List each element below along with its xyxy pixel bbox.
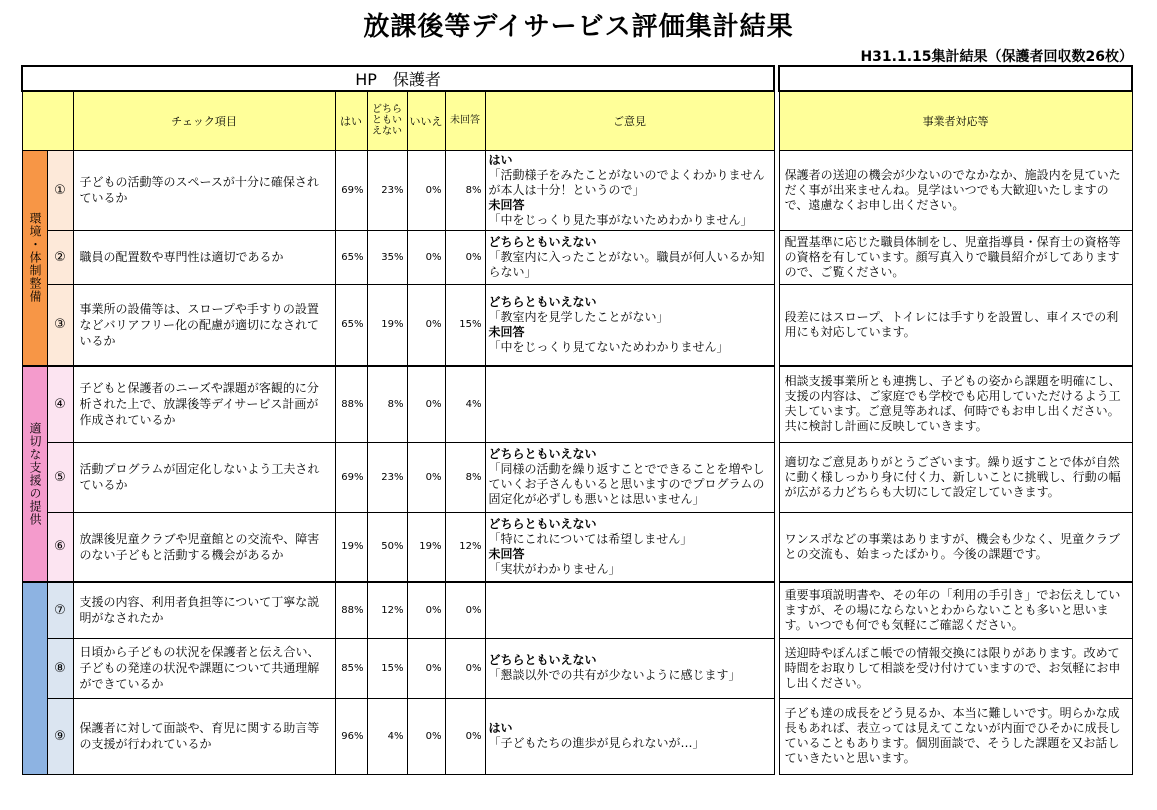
- opinion-text: 「特にこれについては希望しません」: [488, 531, 693, 546]
- table-row: [22, 230, 1132, 284]
- pct-yes: 88%: [335, 366, 367, 442]
- pct-yes: 19%: [335, 512, 367, 582]
- opinion-text: 「中をじっくり見た事がないためわかりません」: [488, 212, 753, 227]
- pct-no: 0%: [407, 638, 445, 698]
- check-item-text: 職員の配置数や専門性は適切であるか: [73, 230, 335, 284]
- pct-unanswered: 0%: [445, 582, 485, 638]
- section-label: [22, 582, 47, 774]
- opinion-label: どちらともいえない: [488, 234, 597, 249]
- response-text: 送迎時やぽんぽこ帳での情報交換には限りがあります。改めて時間をお取りして相談を受け付けていますので、お気軽にお申し出ください。: [779, 638, 1132, 698]
- response-text: 相談支援事業所とも連携し、子どもの姿から課題を明確にし、支援の内容は、ご家庭でも学校でも応用していただけるよう工夫しています。ご意見等あれば、何時でもお申し出ください。共に検討し計画に反映していきます。: [779, 366, 1132, 442]
- table-row: [22, 698, 1132, 774]
- response-text: 段差にはスロープ、トイレには手すりを設置し、車イスでの利用にも対応しています。: [779, 284, 1132, 366]
- pct-no: 0%: [407, 366, 445, 442]
- opinion-text: 「活動様子をみたことがないのでよくわかりませんが本人は十分！というので」: [488, 167, 765, 197]
- pct-unanswered: 15%: [445, 284, 485, 366]
- pct-yes: 69%: [335, 150, 367, 230]
- table-row: [22, 582, 1132, 638]
- opinion-text: 「教室内を見学したことがない」: [488, 309, 669, 324]
- header-opinion: ご意見: [485, 91, 774, 150]
- opinion-label: 未回答: [488, 197, 525, 212]
- item-number: ⑤: [47, 442, 73, 512]
- table-row: [22, 638, 1132, 698]
- opinion-label: どちらともいえない: [488, 653, 597, 667]
- page-title: 放課後等デイサービス評価集計結果: [363, 12, 794, 42]
- check-item-text: 子どもと保護者のニーズや課題が客観的に分析された上で、放課後等デイサービス計画が作成されているか: [73, 366, 335, 442]
- header-yes: はい: [335, 91, 367, 150]
- header-neither: どちらともいえない: [367, 91, 407, 150]
- item-number: ④: [47, 366, 73, 442]
- pct-neither: 50%: [367, 512, 407, 582]
- opinion-label: 未回答: [488, 546, 525, 561]
- survey-summary: H31.1.15集計結果（保護者回収数26枚）: [860, 49, 1133, 65]
- item-number: ⑧: [47, 638, 73, 698]
- check-item-text: 支援の内容、利用者負担等について丁寧な説明がなされたか: [73, 582, 335, 638]
- pct-no: 0%: [407, 582, 445, 638]
- pct-no: 19%: [407, 512, 445, 582]
- opinion-label: はい: [488, 152, 513, 167]
- pct-neither: 23%: [367, 150, 407, 230]
- opinion-text: 「中をじっくり見てないためわかりません」: [488, 339, 729, 354]
- table-row: [22, 284, 1132, 366]
- evaluation-table: [21, 65, 1133, 775]
- check-item-text: 事業所の設備等は、スロープや手すりの設置などバリアフリー化の配慮が適切になされているか: [73, 284, 335, 366]
- table-row: [22, 150, 1132, 230]
- opinion-label: どちらともいえない: [488, 447, 597, 461]
- item-number: ①: [47, 150, 73, 230]
- opinion-text: 「教室内に入ったことがない。職員が何人いるか知らない」: [488, 249, 765, 279]
- item-number: ③: [47, 284, 73, 366]
- pct-no: 0%: [407, 230, 445, 284]
- table-row: [22, 442, 1132, 512]
- pct-neither: 4%: [367, 698, 407, 774]
- item-number: ②: [47, 230, 73, 284]
- response-text: 子ども達の成長をどう見るか、本当に難しいです。明らかな成長もあれば、表立っては見えてこないが内面でひそかに成長していることもあります。個別面談で、そうした課題を又お話していきたいと思います。: [779, 698, 1132, 774]
- check-item-text: 日頃から子どもの状況を保護者と伝え合い、子どもの発達の状況や課題について共通理解ができているか: [73, 638, 335, 698]
- pct-no: 0%: [407, 284, 445, 366]
- pct-unanswered: 4%: [445, 366, 485, 442]
- header-blank: [22, 91, 73, 150]
- check-item-text: 放課後児童クラブや児童館との交流や、障害のない子どもと活動する機会があるか: [73, 512, 335, 582]
- header-unanswered: 未回答: [445, 91, 485, 150]
- pct-unanswered: 0%: [445, 230, 485, 284]
- pct-unanswered: 0%: [445, 698, 485, 774]
- header-response: 事業者対応等: [779, 91, 1132, 150]
- opinion-cell: [485, 442, 774, 512]
- pct-yes: 69%: [335, 442, 367, 512]
- check-item-text: 子どもの活動等のスペースが十分に確保されているか: [73, 150, 335, 230]
- pct-neither: 35%: [367, 230, 407, 284]
- hp-right-cell: [779, 66, 1132, 91]
- response-text: 重要事項説明書や、その年の「利用の手引き」でお伝えしていますが、その場にならないとわからないことも多いと思います。いつでも何でも気軽にご確認ください。: [779, 582, 1132, 638]
- opinion-cell: [485, 284, 774, 366]
- pct-yes: 65%: [335, 284, 367, 366]
- pct-yes: 96%: [335, 698, 367, 774]
- opinion-label: 未回答: [488, 324, 525, 339]
- pct-yes: 88%: [335, 582, 367, 638]
- section-label: 環境・体制整備: [22, 150, 47, 366]
- opinion-cell: [485, 698, 774, 774]
- pct-yes: 65%: [335, 230, 367, 284]
- opinion-text: 「同様の活動を繰り返すことでできることを増やしていくお子さんもいると思いますのでプログラムの固定化が必ずしも悪いとは思いません」: [488, 462, 765, 506]
- check-item-text: 活動プログラムが固定化しないよう工夫されているか: [73, 442, 335, 512]
- opinion-cell: [485, 638, 774, 698]
- table-row: [22, 512, 1132, 582]
- header-check-item: チェック項目: [73, 91, 335, 150]
- response-text: 配置基準に応じた職員体制をし、児童指導員・保育士の資格等の資格を有しています。顔写真入りで職員紹介がしてありますので、ご覧ください。: [779, 230, 1132, 284]
- check-item-text: 保護者に対して面談や、育児に関する助言等の支援が行われているか: [73, 698, 335, 774]
- pct-unanswered: 8%: [445, 442, 485, 512]
- pct-neither: 19%: [367, 284, 407, 366]
- pct-no: 0%: [407, 442, 445, 512]
- opinion-cell: [485, 150, 774, 230]
- header-no: いいえ: [407, 91, 445, 150]
- opinion-label: どちらともいえない: [488, 516, 597, 531]
- pct-neither: 8%: [367, 366, 407, 442]
- opinion-text: 「実状がわかりません」: [488, 561, 621, 576]
- opinion-cell: [485, 512, 774, 582]
- response-text: 適切なご意見ありがとうございます。繰り返すことで体が自然に動く様しっかり身に付く力、新しいことに挑戦し、行動の幅が広がる力どちらも大切にして設定していきます。: [779, 442, 1132, 512]
- response-text: ワンスポなどの事業はありますが、機会も少なく、児童クラブとの交流も、始まったばかり。今後の課題です。: [779, 512, 1132, 582]
- opinion-cell: [485, 230, 774, 284]
- item-number: ⑨: [47, 698, 73, 774]
- pct-no: 0%: [407, 150, 445, 230]
- pct-neither: 23%: [367, 442, 407, 512]
- opinion-label: どちらともいえない: [488, 294, 597, 309]
- pct-unanswered: 0%: [445, 638, 485, 698]
- pct-unanswered: 12%: [445, 512, 485, 582]
- pct-neither: 15%: [367, 638, 407, 698]
- opinion-text: 「子どもたちの進歩が見られないが…」: [488, 736, 705, 750]
- pct-yes: 85%: [335, 638, 367, 698]
- pct-unanswered: 8%: [445, 150, 485, 230]
- item-number: ⑦: [47, 582, 73, 638]
- item-number: ⑥: [47, 512, 73, 582]
- response-text: 保護者の送迎の機会が少ないのでなかなか、施設内を見ていただく事が出来ませんね。見学はいつでも大歓迎いたしますので、遠慮なくお申し出ください。: [779, 150, 1132, 230]
- section-label: 適切な支援の提供: [22, 366, 47, 582]
- hp-guardian-label: HP 保護者: [22, 66, 774, 91]
- opinion-label: はい: [488, 721, 513, 735]
- table-row: [22, 366, 1132, 442]
- pct-neither: 12%: [367, 582, 407, 638]
- pct-no: 0%: [407, 698, 445, 774]
- opinion-cell: [485, 366, 774, 442]
- opinion-cell: [485, 582, 774, 638]
- opinion-text: 「懇談以外での共有が少ないように感じます」: [488, 668, 741, 682]
